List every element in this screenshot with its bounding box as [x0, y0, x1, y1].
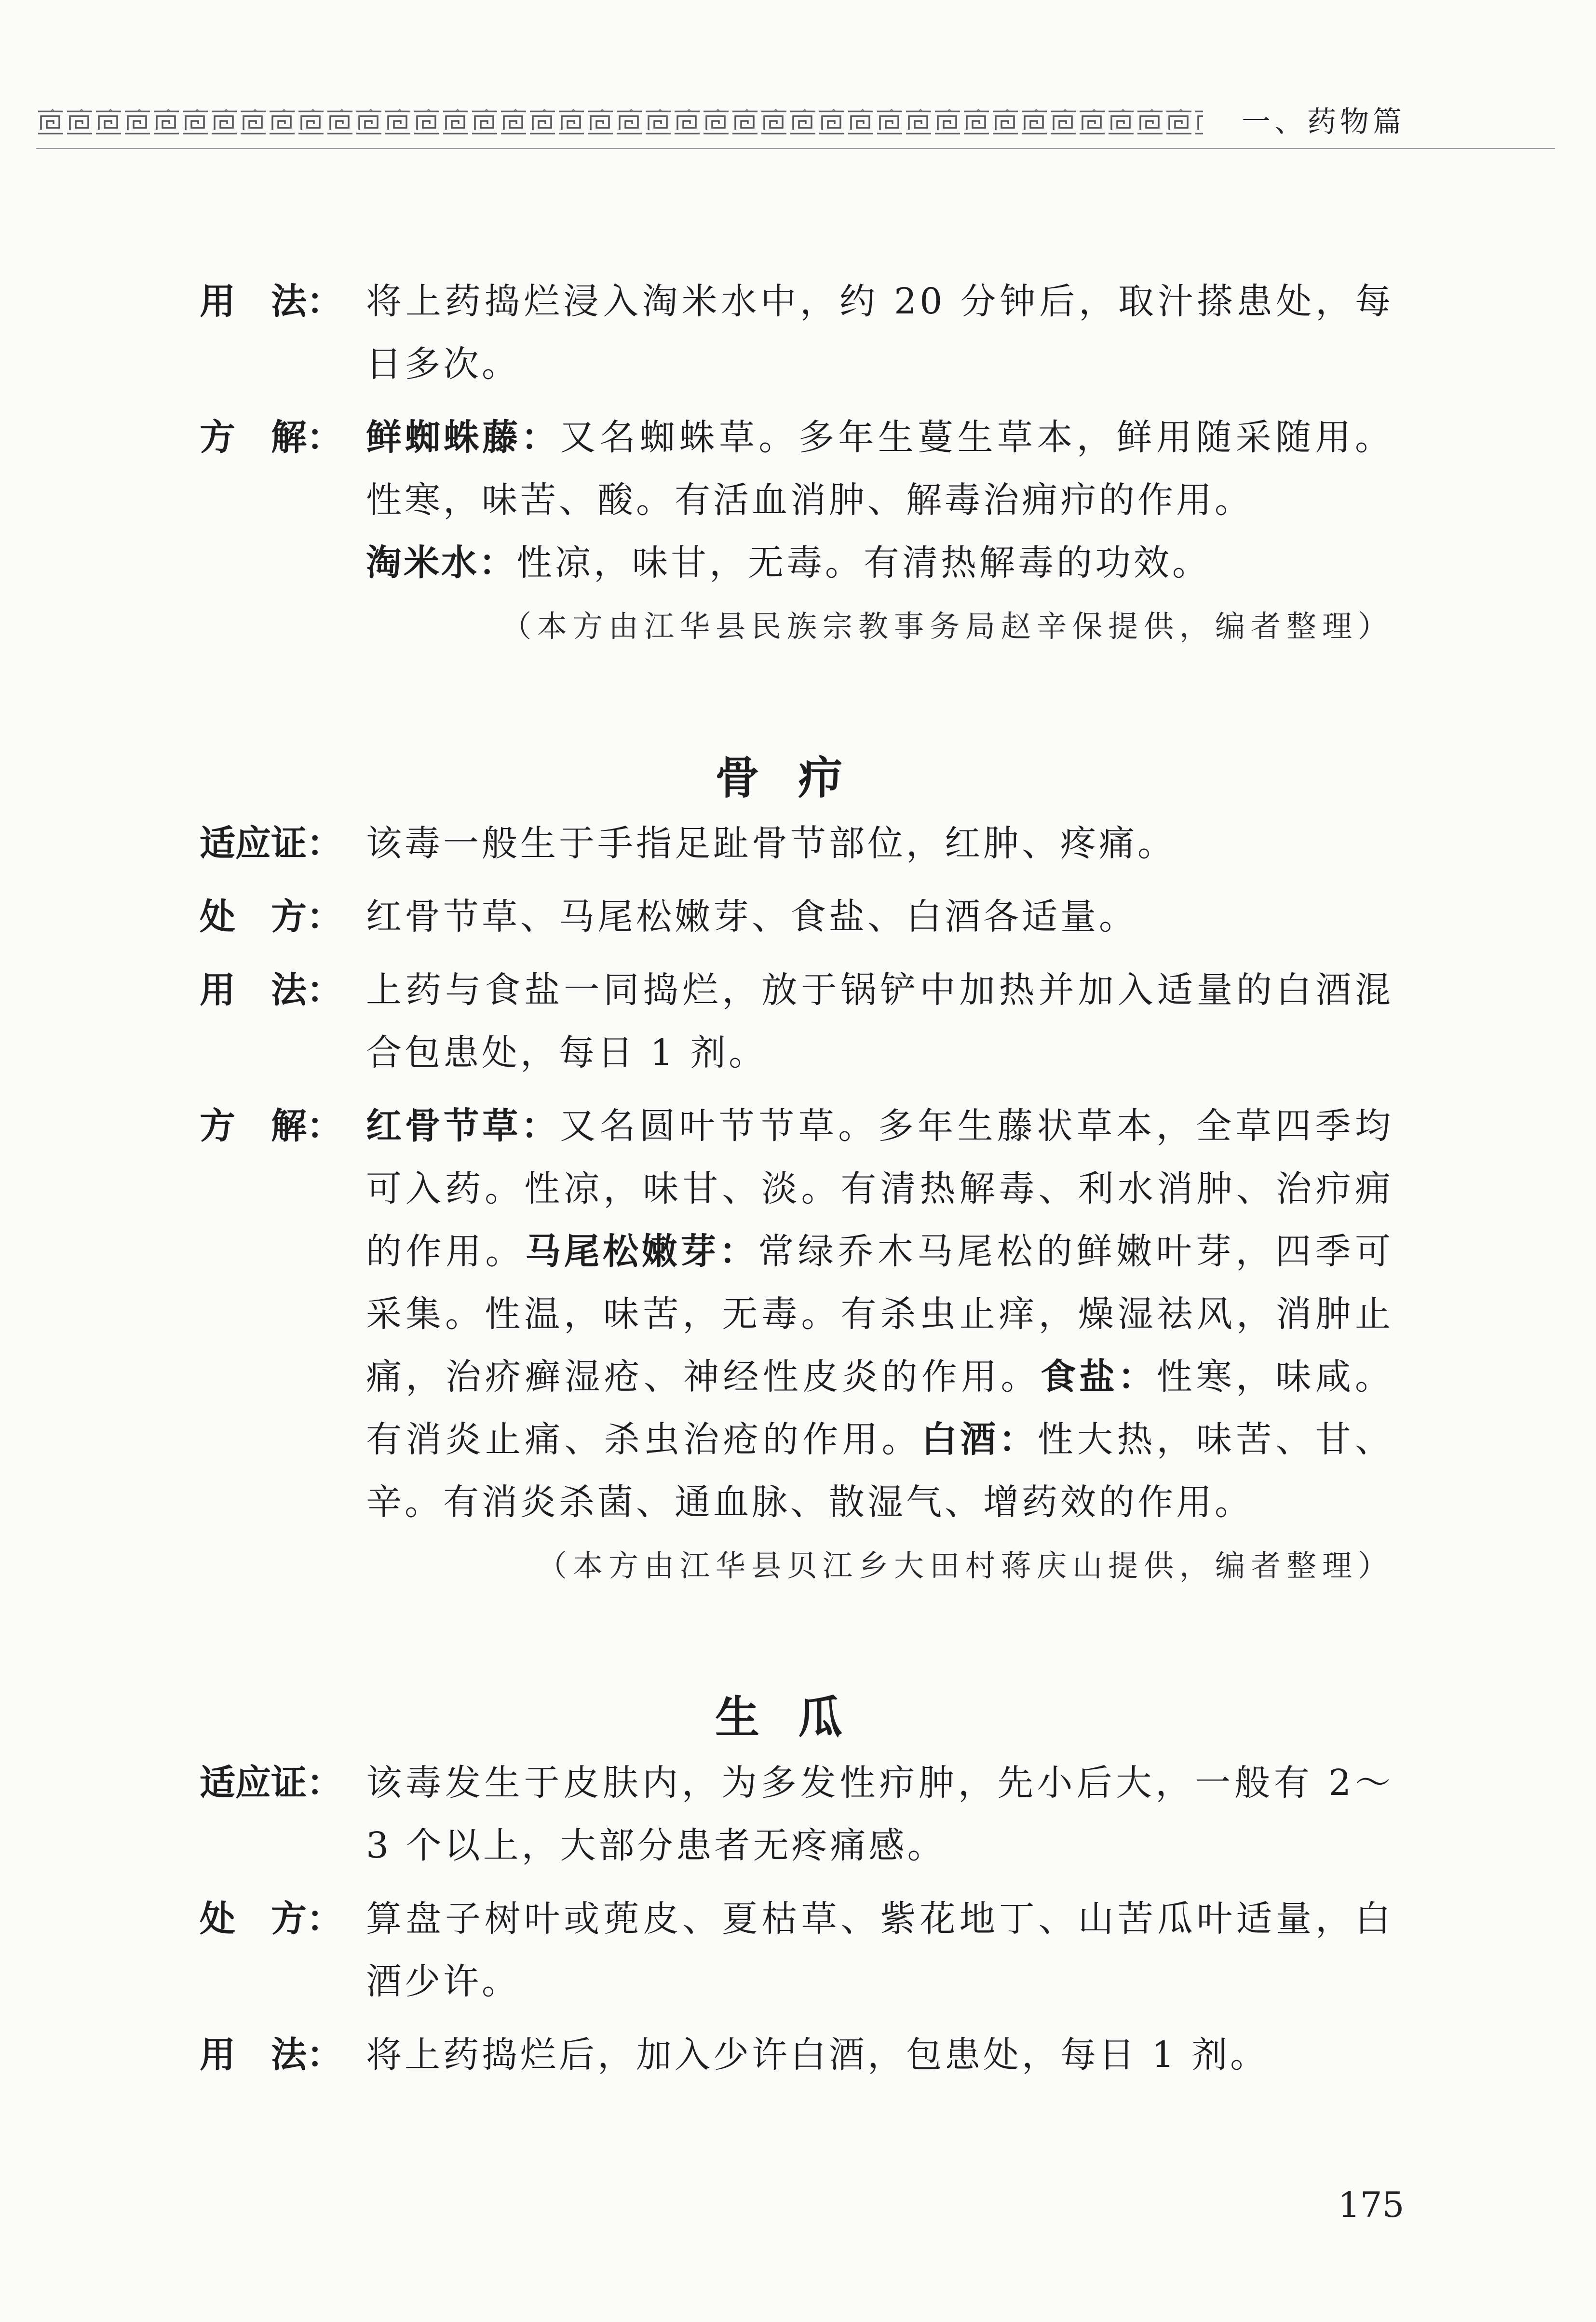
running-title: 一、药物篇: [1242, 105, 1406, 139]
usage-text: 将上药捣烂后，加入少许白酒，包患处，每日 1 剂。: [366, 2034, 1269, 2076]
indication-text: 该毒一般生于手指足趾骨节部位，红肿、疼痛。: [366, 823, 1176, 864]
header-rule: [36, 148, 1555, 149]
explanation-text: [366, 406, 1393, 594]
section-title: 骨疖: [715, 752, 881, 804]
prescription-text: 红骨节草、马尾松嫩芽、食盐、白酒各适量。: [366, 896, 1137, 937]
herb-term: 白酒：: [921, 1419, 1038, 1460]
explanation-label: 方 解：: [200, 417, 342, 458]
prescription-label: 处 方：: [200, 896, 342, 937]
usage-label: 用 法：: [200, 969, 342, 1011]
herb-term: 淘米水：: [366, 542, 516, 584]
explanation-text: [366, 1095, 1393, 1534]
explanation-entry: [200, 1095, 1394, 1534]
page-header: [36, 99, 1555, 152]
page-number: 175: [1338, 2185, 1405, 2225]
decorative-border-pattern-icon: [36, 109, 1203, 136]
herb-description: 又名蜘蛛草。多年生蔓生草本，鲜用随采随用。性寒，味苦、酸。有活血消肿、解毒治痈疖的作用。: [366, 417, 1394, 521]
herb-description: 性寒，味咸。有消炎止痛、杀虫治疮的作用。: [366, 1356, 1394, 1460]
explanation-label: 方 解：: [200, 1105, 342, 1147]
section-title: 生瓜: [715, 1692, 881, 1743]
prescription-entry: [200, 1887, 1393, 2013]
herb-description: 性大热，味苦、甘、辛。有消炎杀菌、通血脉、散湿气、增药效的作用。: [366, 1419, 1394, 1523]
indication-label: 适应证：: [200, 1762, 342, 1804]
indication-text: 该毒发生于皮肤内，为多发性疖肿，先小后大，一般有 2～3 个以上，大部分患者无疼痛感。: [366, 1762, 1393, 1866]
prescription-label: 处 方：: [200, 1898, 342, 1940]
herb-description: 又名圆叶节节草。多年生藤状草本，全草四季均可入药。性凉，味甘、淡。有清热解毒、利水消肿、治疖痈的作用。: [366, 1105, 1394, 1272]
prescription-text: 算盘子树叶或蔸皮、夏枯草、紫花地丁、山苦瓜叶适量，白酒少许。: [366, 1898, 1393, 2002]
usage-entry: [200, 959, 1393, 1084]
usage-text: 上药与食盐一同捣烂，放于锅铲中加热并加入适量的白酒混合包患处，每日 1 剂。: [366, 969, 1393, 1073]
source-credit: （本方由江华县民族宗教事务局赵辛保提供，编者整理）: [501, 609, 1393, 644]
herb-description: 常绿乔木马尾松的鲜嫩叶芽，四季可采集。性温，味苦，无毒。有杀虫止痒，燥湿祛风，消肿止痛，治疥癣湿疮、神经性皮炎的作用。: [366, 1231, 1394, 1398]
page-content: [200, 270, 1394, 2097]
herb-term: 红骨节草：: [366, 1105, 560, 1147]
usage-text: 将上药捣烂浸入淘米水中，约 20 分钟后，取汁搽患处，每日多次。: [366, 281, 1393, 385]
indication-entry: [200, 812, 1393, 875]
indication-entry: [200, 1752, 1393, 1877]
usage-label: 用 法：: [200, 281, 342, 322]
usage-entry: [200, 2023, 1393, 2086]
herb-term: 食盐：: [1040, 1356, 1157, 1398]
indication-label: 适应证：: [200, 823, 342, 864]
herb-term: 马尾松嫩芽：: [525, 1231, 758, 1272]
herb-term: 鲜蜘蛛藤：: [366, 417, 560, 458]
usage-entry: [200, 270, 1393, 395]
usage-label: 用 法：: [200, 2034, 342, 2076]
herb-description: 性凉，味甘，无毒。有清热解毒的功效。: [516, 542, 1211, 584]
prescription-entry: [200, 885, 1393, 948]
explanation-entry: [200, 406, 1394, 594]
source-credit: （本方由江华县贝江乡大田村蒋庆山提供，编者整理）: [537, 1548, 1393, 1583]
